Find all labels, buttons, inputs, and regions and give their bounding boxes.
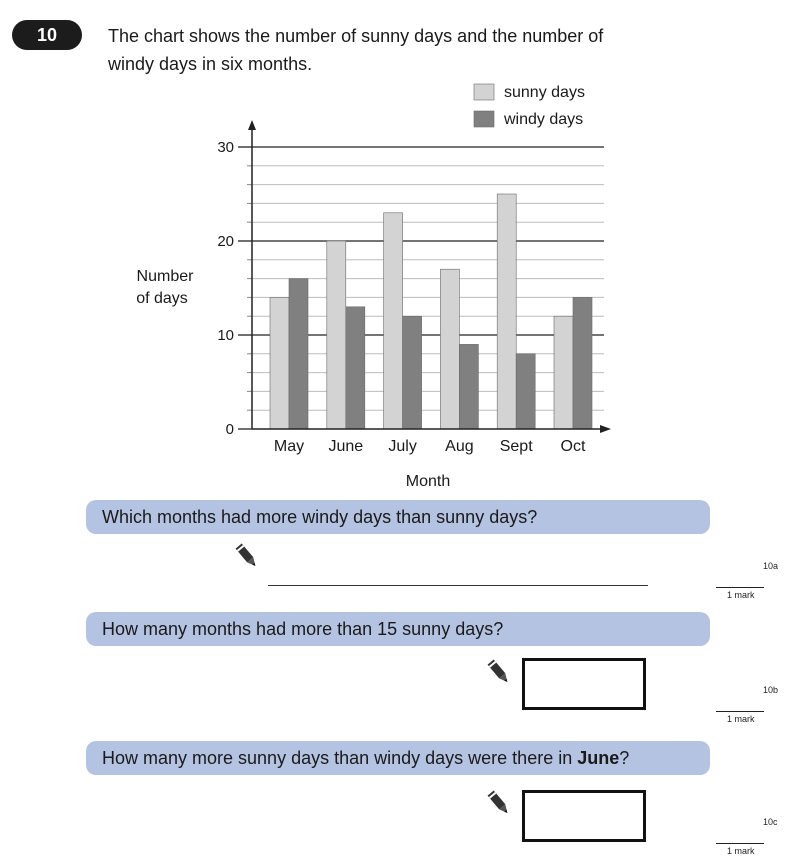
intro-line-2: windy days in six months.: [108, 54, 313, 74]
legend-label-windy: windy days: [504, 111, 584, 128]
y-tick-label: 10: [217, 327, 234, 344]
mark-id-10c: 10c: [763, 817, 778, 827]
mark-id-10b: 10b: [763, 685, 779, 695]
legend-label-sunny: sunny days: [504, 84, 585, 101]
intro-line-1: The chart shows the number of sunny days and the number of: [108, 26, 604, 46]
answer-box-10b[interactable]: [522, 658, 646, 710]
x-tick-label: May: [273, 438, 305, 455]
pencil-icon: [234, 542, 260, 570]
mark-text-10a: 1 mark: [727, 590, 755, 600]
bar-sunny: [270, 297, 289, 429]
y-tick-label: 0: [225, 421, 234, 438]
legend-swatch-sunny: [474, 84, 494, 100]
question-10c-end: ?: [619, 748, 630, 768]
y-axis-label-line2: of days: [136, 290, 188, 307]
bar-sunny: [497, 194, 516, 429]
y-axis-label-line1: Number: [136, 268, 194, 285]
question-10c-text: How many more sunny days than windy days were there in: [102, 748, 578, 768]
mark-text-10b: 1 mark: [727, 714, 755, 724]
legend-swatch-windy: [474, 111, 494, 127]
x-tick-label: Aug: [445, 438, 474, 455]
y-tick-label: 20: [217, 233, 234, 250]
bar-sunny: [384, 213, 403, 429]
y-axis-arrow: [248, 120, 256, 130]
bar-sunny: [554, 316, 573, 429]
x-tick-label: June: [328, 438, 364, 455]
y-tick-label: 30: [217, 139, 234, 156]
x-tick-label: Sept: [499, 438, 533, 455]
pencil-icon: [486, 789, 512, 817]
bar-sunny: [440, 269, 459, 429]
bar-windy: [346, 307, 365, 429]
question-number-badge: 10: [12, 20, 82, 50]
question-10c-emphasis: June: [577, 748, 620, 768]
mark-text-10c: 1 mark: [727, 846, 755, 856]
mark-rule-10b: [716, 711, 764, 712]
bar-windy: [459, 344, 478, 429]
x-tick-label: July: [388, 438, 417, 455]
x-axis-label: Month: [405, 473, 451, 490]
pencil-icon: [486, 658, 512, 686]
bar-windy: [516, 354, 535, 429]
mark-id-10a: 10a: [763, 561, 779, 571]
x-tick-label: Oct: [560, 438, 586, 455]
mark-rule-10c: [716, 843, 764, 844]
question-10b-prompt: How many months had more than 15 sunny days?: [86, 612, 710, 646]
question-10a-prompt: Which months had more windy days than sunny days?: [86, 500, 710, 534]
bar-windy: [573, 297, 592, 429]
answer-line-10a[interactable]: [268, 585, 648, 586]
question-10c-prompt: [86, 741, 710, 775]
mark-rule-10a: [716, 587, 764, 588]
bar-windy: [289, 279, 308, 429]
bar-windy: [403, 316, 422, 429]
x-axis-arrow: [600, 425, 611, 433]
answer-box-10c[interactable]: [522, 790, 646, 842]
bar-sunny: [327, 241, 346, 429]
